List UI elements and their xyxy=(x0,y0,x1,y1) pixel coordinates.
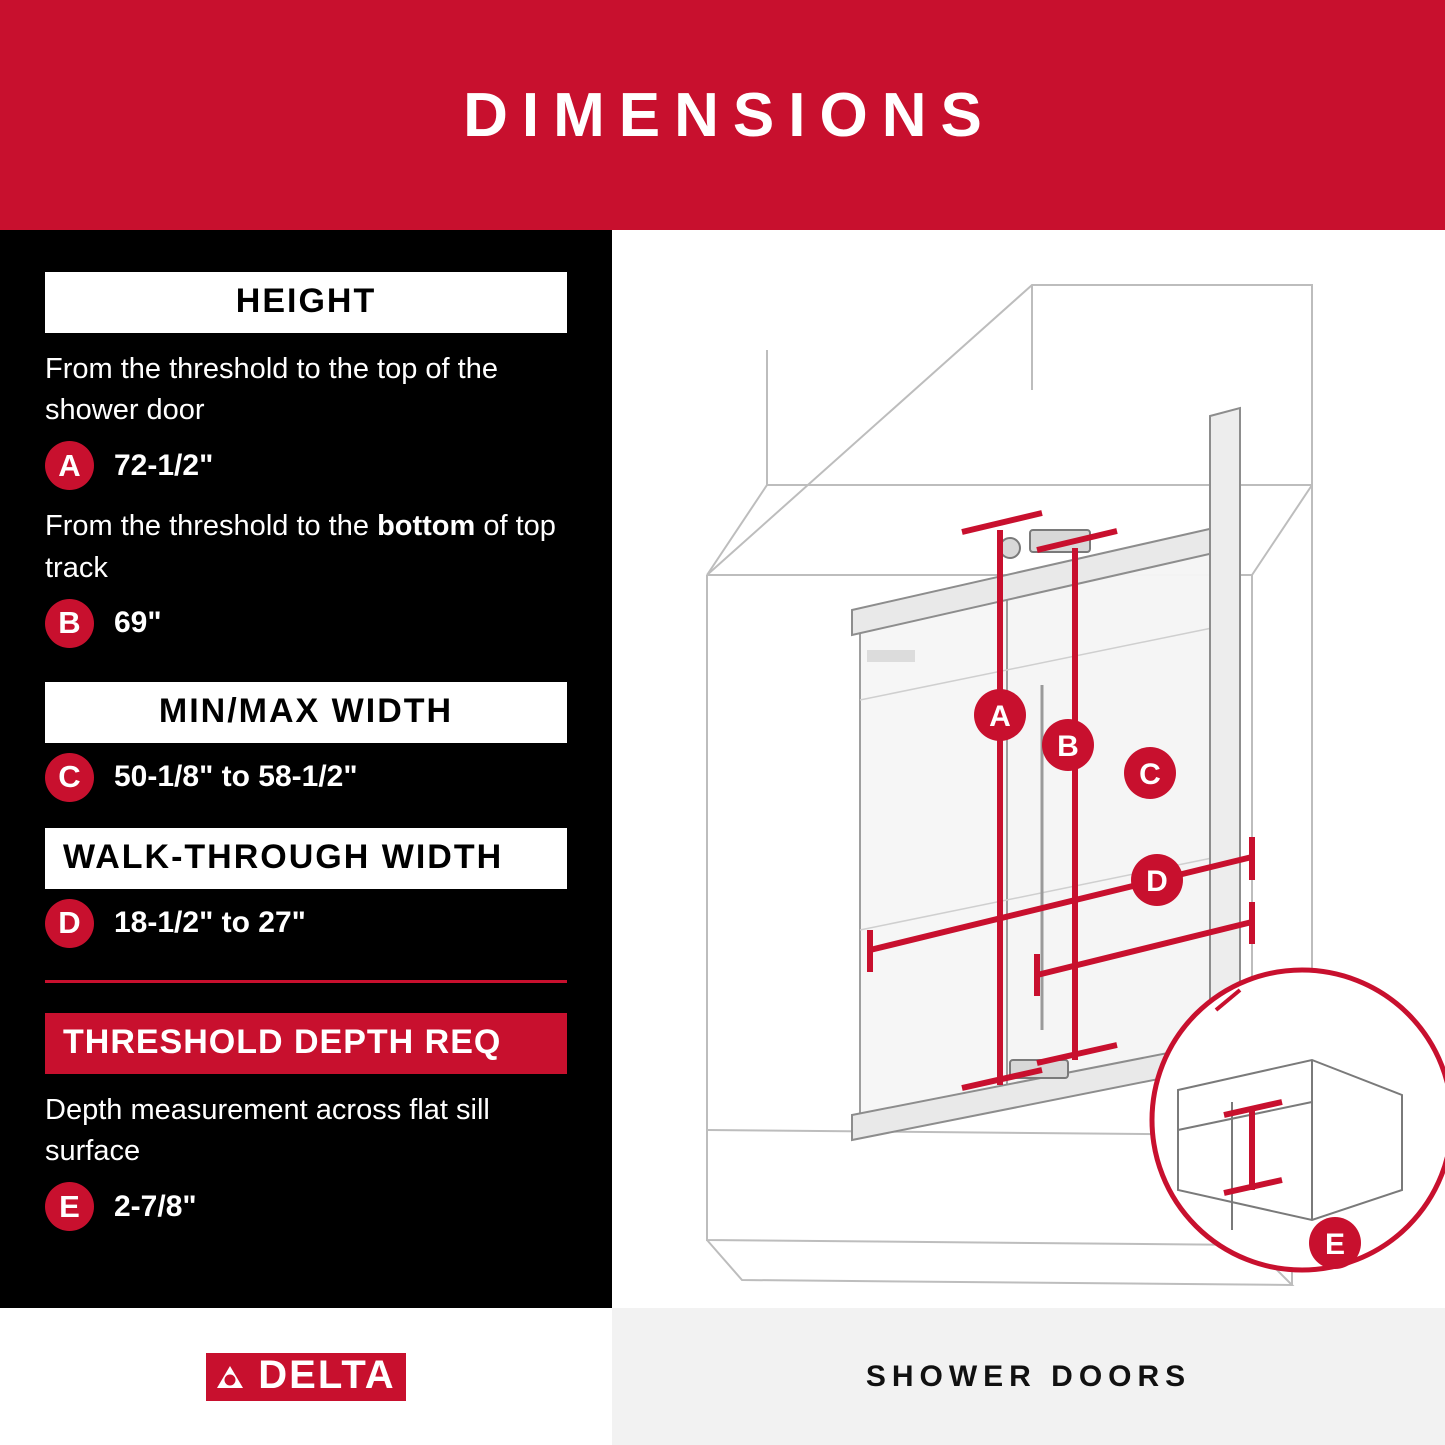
height-description: From the threshold to the top of the shower door xyxy=(45,353,498,427)
spec-row-a xyxy=(45,441,567,490)
value-e: 2-7/8" xyxy=(114,1189,197,1223)
badge-b: B xyxy=(45,599,94,648)
header-banner xyxy=(0,0,1445,230)
delta-logo xyxy=(206,1353,405,1401)
value-b: 69" xyxy=(114,606,162,640)
badge-a: A xyxy=(45,441,94,490)
callout-d-label: D xyxy=(1146,865,1168,898)
triangle-glyph xyxy=(214,1361,246,1393)
spacer xyxy=(45,806,567,828)
minmax-width-section-band: MIN/MAX WIDTH xyxy=(45,682,567,743)
delta-triangle-icon xyxy=(206,1353,254,1401)
delta-wordmark: DELTA xyxy=(254,1353,405,1401)
threshold-depth-section-band: THRESHOLD DEPTH REQ xyxy=(45,1013,567,1074)
spec-row-c xyxy=(45,753,567,802)
threshold-description: Depth measurement across flat sill surface xyxy=(45,1093,490,1167)
badge-d: D xyxy=(45,899,94,948)
callout-b-label: B xyxy=(1057,730,1079,763)
shower-door-illustration xyxy=(612,230,1445,1308)
spec-row-b xyxy=(45,599,567,648)
category-label: SHOWER DOORS xyxy=(865,1359,1192,1393)
height-section-band: HEIGHT xyxy=(45,272,567,333)
bottom-track-desc-lead: From the threshold to the xyxy=(45,510,378,543)
specs-panel xyxy=(0,230,612,1308)
shower-door-drawing xyxy=(612,230,1445,1308)
spacer xyxy=(45,652,567,682)
value-c: 50-1/8" to 58-1/2" xyxy=(114,760,358,794)
walkthrough-width-section-band: WALK-THROUGH WIDTH xyxy=(45,828,567,889)
callout-a-label: A xyxy=(989,700,1011,733)
bottom-track-desc-bold: bottom xyxy=(377,510,476,543)
bottom-track-desc-tail: of top track xyxy=(45,510,556,584)
section-divider xyxy=(45,980,567,983)
value-d: 18-1/2" to 27" xyxy=(114,906,306,940)
badge-c: C xyxy=(45,753,94,802)
bottom-track-description xyxy=(45,506,565,588)
value-a: 72-1/2" xyxy=(114,448,214,482)
category-footer xyxy=(612,1308,1445,1445)
spec-row-e xyxy=(45,1182,567,1231)
brand-footer xyxy=(0,1308,612,1445)
callout-e-label: E xyxy=(1324,1228,1346,1261)
badge-e: E xyxy=(45,1182,94,1231)
page-title: DIMENSIONS xyxy=(463,80,996,150)
spec-row-d xyxy=(45,899,567,948)
callout-c-label: C xyxy=(1139,758,1161,791)
